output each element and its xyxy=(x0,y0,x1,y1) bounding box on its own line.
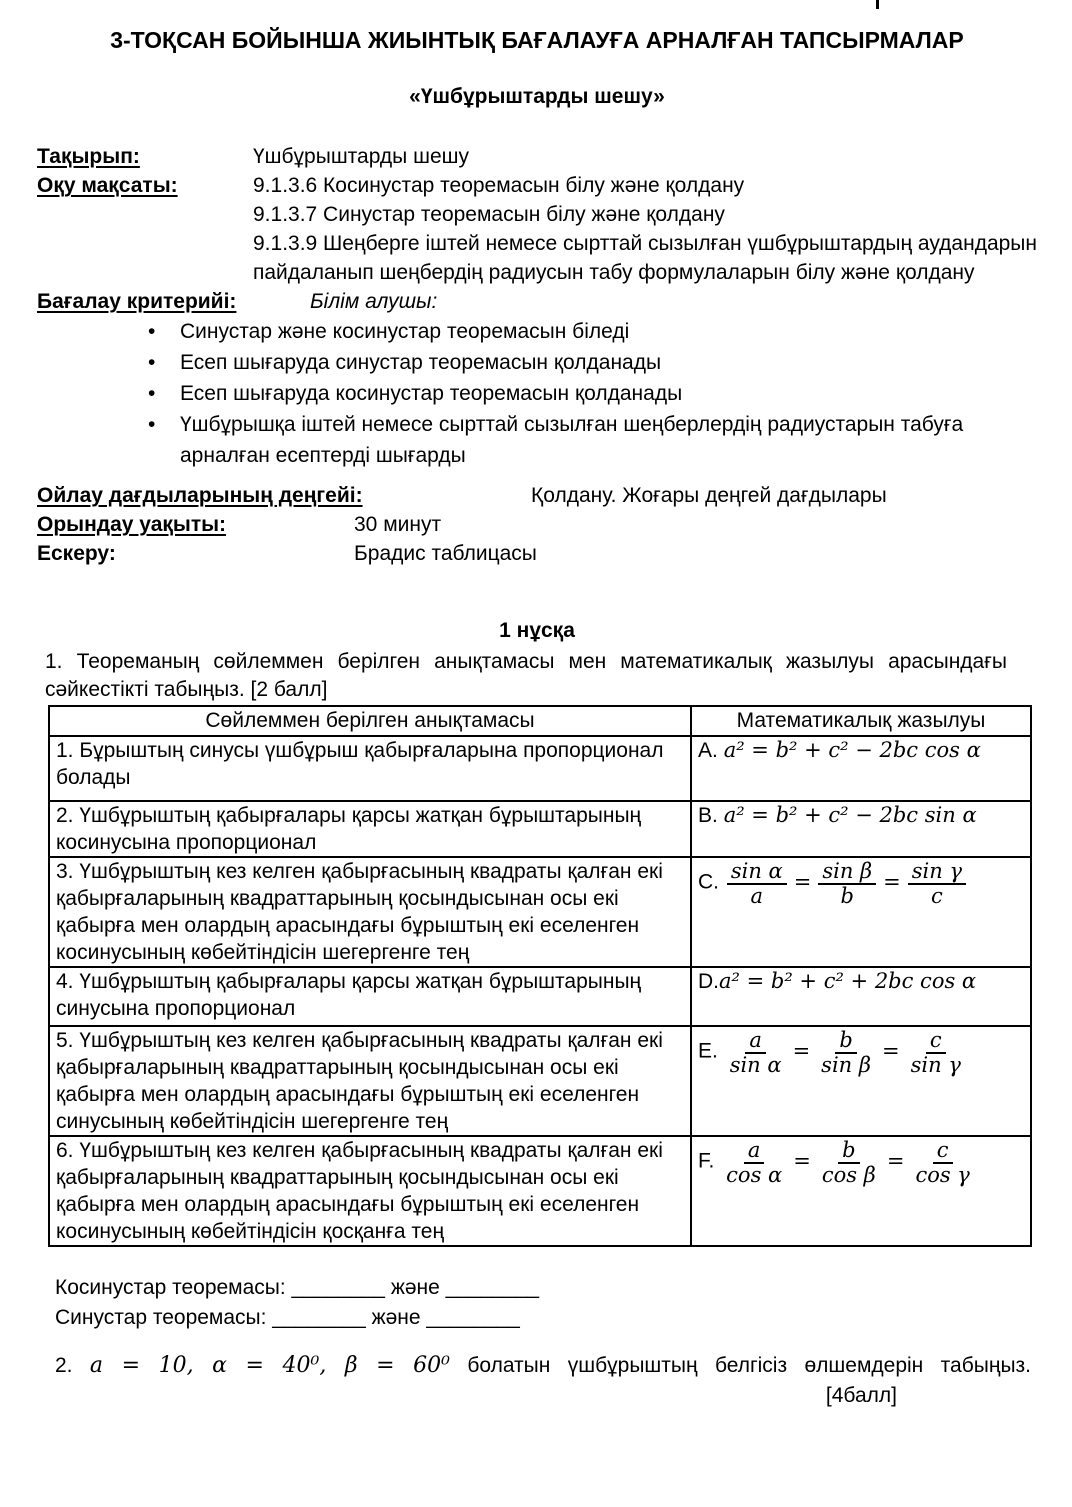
formula-letter: A. xyxy=(698,739,724,762)
task2-instruction xyxy=(55,1351,1031,1380)
cosine-answer-line: Косинустар теоремасы: ________ және ________ xyxy=(55,1276,540,1299)
formula-cell xyxy=(691,1136,1031,1246)
definition-cell: 5. Үшбұрыштың кез келген қабырғасының квадраты қалған екі қабырғаларының квадраттарының қосындысынан осы екі қабырға мен олардың арасындағы бұрыштың екі еселенген синусының көбейтіндісін шегергенге тең xyxy=(49,1026,691,1136)
bullet-text: Синустар және косинустар теоремасын біледі xyxy=(180,320,630,343)
formula-letter: C. xyxy=(698,870,725,894)
sine-answer-line: Синустар теоремасы: ________ және ________ xyxy=(55,1306,520,1329)
equals-sign: = xyxy=(883,869,901,894)
formula-text: a² = b² + c² + 2bc cos α xyxy=(719,969,977,993)
table-header-row xyxy=(49,706,1031,736)
definition-cell: 1. Бұрыштың синусы үшбұрыш қабырғаларына пропорционал болады xyxy=(49,736,691,801)
criteria-row xyxy=(37,287,1037,316)
matching-table xyxy=(48,705,1032,1247)
meta-section xyxy=(37,142,1037,316)
topic-row xyxy=(37,142,1037,171)
column-header-definition: Сөйлеммен берілген анықтамасы xyxy=(49,706,691,736)
task2-text: болатын үшбұрыштың белгісіз өлшемдерін табыңыз. xyxy=(467,1354,1031,1377)
bullet-text: Есеп шығаруда синустар теоремасын қолданады xyxy=(180,351,662,374)
objective-line: 9.1.3.6 Косинустар теоремасын білу және қолдану xyxy=(253,174,745,197)
formula-cell xyxy=(691,801,1031,857)
criteria-value: Білім алушы: xyxy=(310,290,438,313)
note-value: Брадис таблицасы xyxy=(354,542,537,565)
table-row xyxy=(49,967,1031,1026)
table-row xyxy=(49,1136,1031,1246)
definition-cell: 4. Үшбұрыштың қабырғалары қарсы жатқан бұрыштарының синусына пропорционал xyxy=(49,967,691,1026)
column-header-formula: Математикалық жазылуы xyxy=(691,706,1031,736)
task2-points: [4балл] xyxy=(825,1384,897,1407)
note-row xyxy=(37,539,1037,568)
formula-cell xyxy=(691,1026,1031,1136)
topic-label: Тақырып: xyxy=(37,145,140,168)
bullet-icon: • xyxy=(148,351,156,374)
list-item xyxy=(37,347,1037,378)
definition-cell: 6. Үшбұрыштың кез келген қабырғасының квадраты қалған екі қабырғаларының квадраттарының қосындысынан осы екі қабырға мен олардың арасындағы бұрыштың екі еселенген косинусының көбейтіндісін қосқанға тең xyxy=(49,1136,691,1246)
equals-sign: = xyxy=(792,1038,811,1063)
formula-letter: E. xyxy=(698,1039,724,1063)
criteria-bullet-list xyxy=(37,316,1037,471)
fraction: $\frac{b}{\text{sin β}}$ xyxy=(821,1028,872,1077)
fraction: $\frac{\text{sin γ}}{c}$ xyxy=(908,860,966,908)
time-label: Орындау уақыты: xyxy=(37,513,227,536)
bullet-icon: • xyxy=(148,382,156,405)
table-row xyxy=(49,801,1031,857)
fraction: $\frac{a}{\text{sin α}}$ xyxy=(729,1028,782,1077)
objective-values xyxy=(253,171,1037,287)
skill-label: Ойлау дағдыларының деңгейі: xyxy=(37,484,363,507)
equals-sign: = xyxy=(793,869,812,894)
formula-letter: F. xyxy=(698,1149,721,1173)
objective-label: Оқу мақсаты: xyxy=(37,174,178,197)
equals-sign: = xyxy=(886,1148,905,1173)
fraction: $\frac{c}{\text{sin γ}}$ xyxy=(910,1028,961,1077)
formula-letter: B. xyxy=(698,804,724,827)
formula-cell xyxy=(691,857,1031,967)
definition-cell: 3. Үшбұрыштың кез келген қабырғасының квадраты қалған екі қабырғаларының квадраттарының қосындысынан осы екі қабырға мен олардың арасындағы бұрыштың екі еселенген косинусының көбейтіндісін шегергенге тең xyxy=(49,857,691,967)
answer-blanks xyxy=(55,1273,1037,1333)
fraction: $\frac{\text{sin β}}{b}$ xyxy=(818,860,876,908)
skill-row xyxy=(37,481,1037,510)
bullet-text: Үшбұрышқа іштей немесе сырттай сызылған шеңберлердің радиустарын табуға арналған есептерді шығарды xyxy=(180,413,964,467)
task2-number: 2. xyxy=(55,1354,73,1377)
formula-text: a² = b² + c² − 2bc sin α xyxy=(723,803,977,827)
objective-row xyxy=(37,171,1037,287)
time-row xyxy=(37,510,1037,539)
table-row xyxy=(49,736,1031,801)
topic-value: Үшбұрыштарды шешу xyxy=(253,145,469,168)
table-row xyxy=(49,857,1031,967)
list-item xyxy=(37,378,1037,409)
page-subtitle: «Үшбұрыштарды шешу» xyxy=(409,85,665,108)
table-row xyxy=(49,1026,1031,1136)
list-item xyxy=(37,316,1037,347)
bullet-icon: • xyxy=(148,413,156,436)
bullet-text: Есеп шығаруда косинустар теоремасын қолданады xyxy=(180,382,683,405)
criteria-label: Бағалау критерийі: xyxy=(37,290,237,313)
fraction: $\frac{a}{\text{cos α}}$ xyxy=(726,1138,783,1187)
formula-cell xyxy=(691,736,1031,801)
objective-line: 9.1.3.7 Синустар теоремасын білу және қолдану xyxy=(253,203,725,226)
formula-letter: D. xyxy=(698,970,719,993)
equals-sign: = xyxy=(793,1148,811,1173)
time-value: 30 минут xyxy=(354,513,442,536)
fraction: $\frac{c}{\text{cos γ}}$ xyxy=(915,1138,970,1187)
skill-value: Қолдану. Жоғары деңгей дағдылары xyxy=(531,484,887,507)
formula-text: a² = b² + c² − 2bc cos α xyxy=(723,738,981,762)
definition-cell: 2. Үшбұрыштың қабырғалары қарсы жатқан бұрыштарының косинусына пропорционал xyxy=(49,801,691,857)
note-label: Ескеру: xyxy=(37,542,116,565)
info-section xyxy=(37,481,1037,568)
equals-sign: = xyxy=(882,1038,900,1063)
variant-title: 1 нұсқа xyxy=(499,619,575,642)
bullet-icon: • xyxy=(148,320,156,343)
fraction: $\frac{\text{sin α}}{a}$ xyxy=(727,860,787,908)
list-item xyxy=(37,409,1037,471)
fraction: $\frac{b}{\text{cos β}}$ xyxy=(821,1138,876,1187)
task2-given-values: a = 10, α = 40⁰, β = 60⁰ xyxy=(89,1353,450,1378)
objective-line: 9.1.3.9 Шеңберге іштей немесе сырттай сызылған үшбұрыштардың аудандарын пайдаланып шеңбердің радиусын табу формулаларын білу және қолдану xyxy=(253,232,1037,284)
page-title: 3-ТОҚСАН БОЙЫНША ЖИЫНТЫҚ БАҒАЛАУҒА АРНАЛҒАН ТАПСЫРМАЛАР xyxy=(110,27,964,53)
task1-instruction: 1. Теореманың сөйлеммен берілген анықтамасы мен математикалық жазылуы арасындағы сәйкестікті табыңыз. [2 балл] xyxy=(45,650,1007,701)
page-artifact-mark xyxy=(876,0,879,9)
formula-cell xyxy=(691,967,1031,1026)
